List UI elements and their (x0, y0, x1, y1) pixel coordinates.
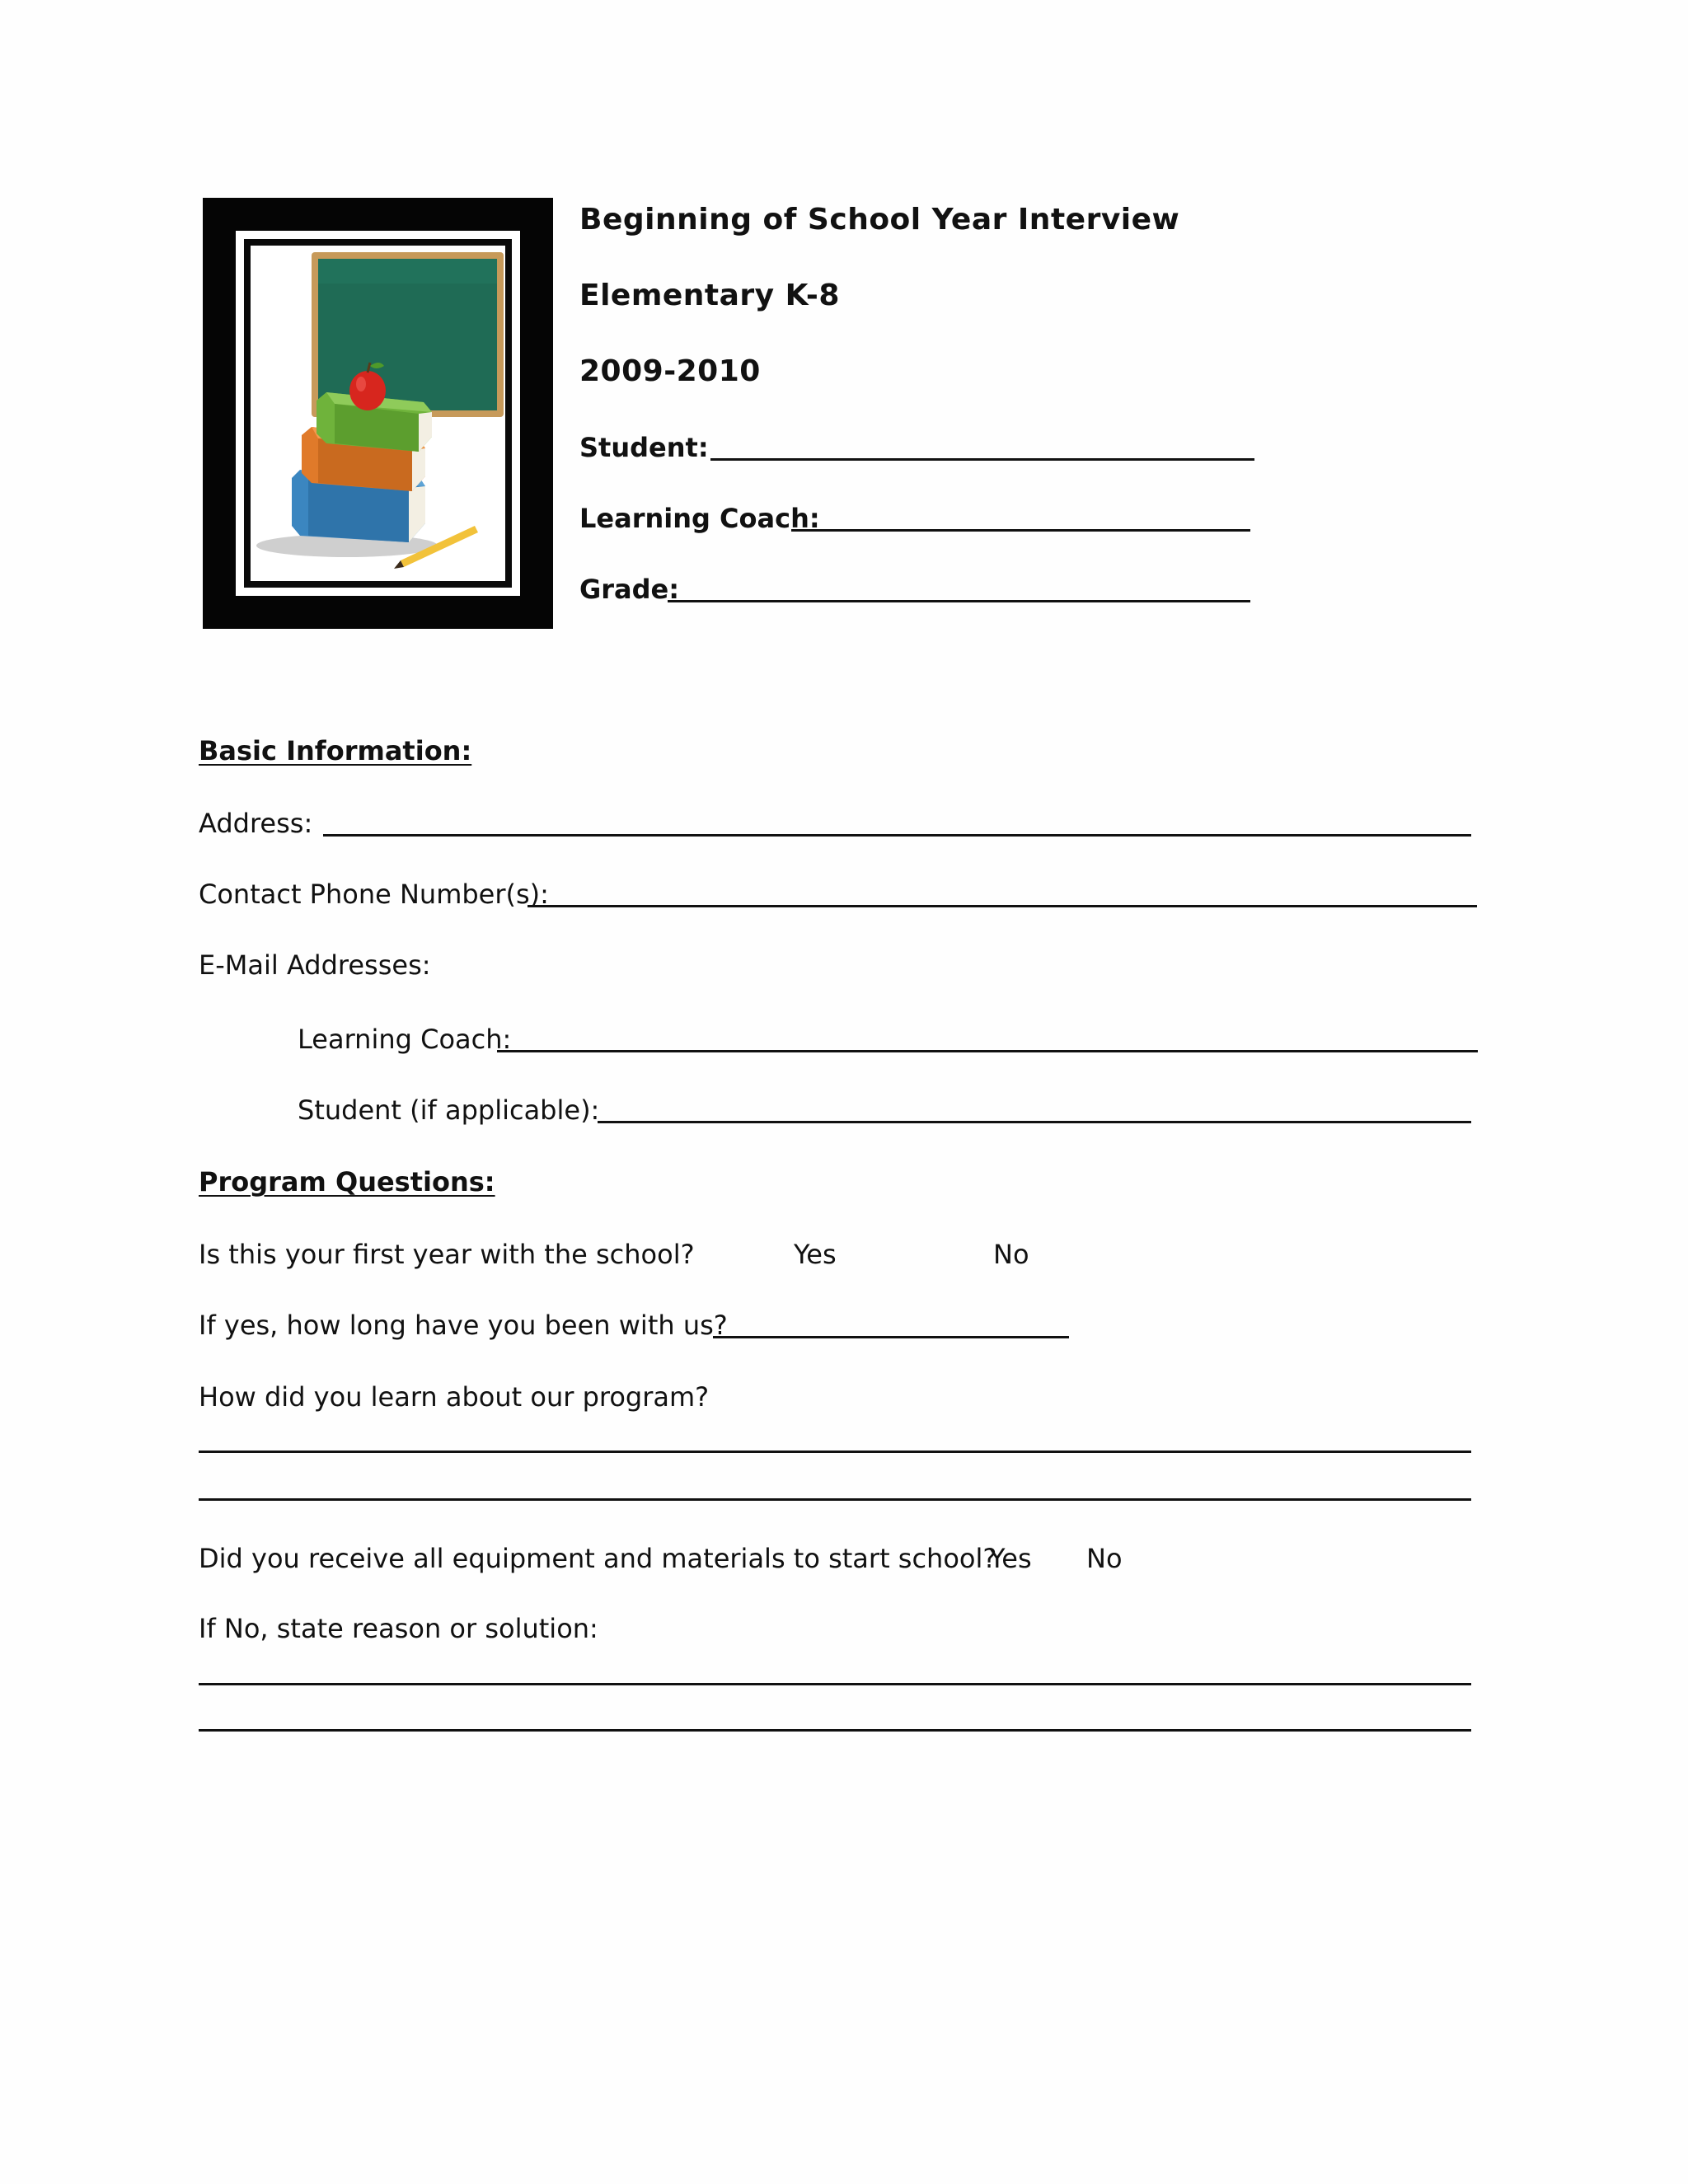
program-questions-heading: Program Questions: (199, 1166, 495, 1197)
how-long-field[interactable] (713, 1336, 1069, 1338)
student-field[interactable] (710, 458, 1254, 461)
equipment-no-option[interactable]: No (1086, 1543, 1123, 1574)
email-student-label: Student (if applicable): (298, 1094, 600, 1126)
learn-about-program-question: How did you learn about our program? (199, 1381, 710, 1413)
form-subtitle: Elementary K-8 (579, 279, 840, 312)
student-label: Student: (579, 432, 709, 463)
grade-field[interactable] (668, 600, 1250, 602)
first-year-question: Is this your first year with the school? (199, 1239, 695, 1270)
first-year-yes-option[interactable]: Yes (794, 1239, 837, 1270)
reason-solution-answer-line-2[interactable] (199, 1729, 1471, 1732)
address-label: Address: (199, 808, 313, 839)
reason-solution-answer-line-1[interactable] (199, 1683, 1471, 1685)
email-addresses-label: E-Mail Addresses: (199, 949, 431, 981)
phone-label: Contact Phone Number(s): (199, 879, 549, 910)
grade-label: Grade: (579, 574, 680, 605)
learning-coach-field[interactable] (791, 529, 1250, 532)
first-year-no-option[interactable]: No (993, 1239, 1029, 1270)
email-student-field[interactable] (598, 1121, 1471, 1123)
reason-solution-question: If No, state reason or solution: (199, 1613, 598, 1644)
email-learning-coach-field[interactable] (497, 1050, 1478, 1052)
email-learning-coach-label: Learning Coach: (298, 1024, 512, 1055)
learn-about-program-answer-line-2[interactable] (199, 1498, 1471, 1501)
form-title: Beginning of School Year Interview (579, 203, 1180, 237)
equipment-yes-option[interactable]: Yes (989, 1543, 1032, 1574)
address-field[interactable] (323, 834, 1471, 837)
learning-coach-label: Learning Coach: (579, 503, 820, 534)
how-long-question: If yes, how long have you been with us? (199, 1310, 728, 1341)
phone-field[interactable] (528, 905, 1477, 907)
chalkboard-books-apple-icon (203, 198, 553, 629)
learn-about-program-answer-line-1[interactable] (199, 1451, 1471, 1453)
school-year: 2009-2010 (579, 354, 761, 388)
equipment-question: Did you receive all equipment and materials to start school? (199, 1543, 997, 1574)
basic-information-heading: Basic Information: (199, 735, 472, 766)
